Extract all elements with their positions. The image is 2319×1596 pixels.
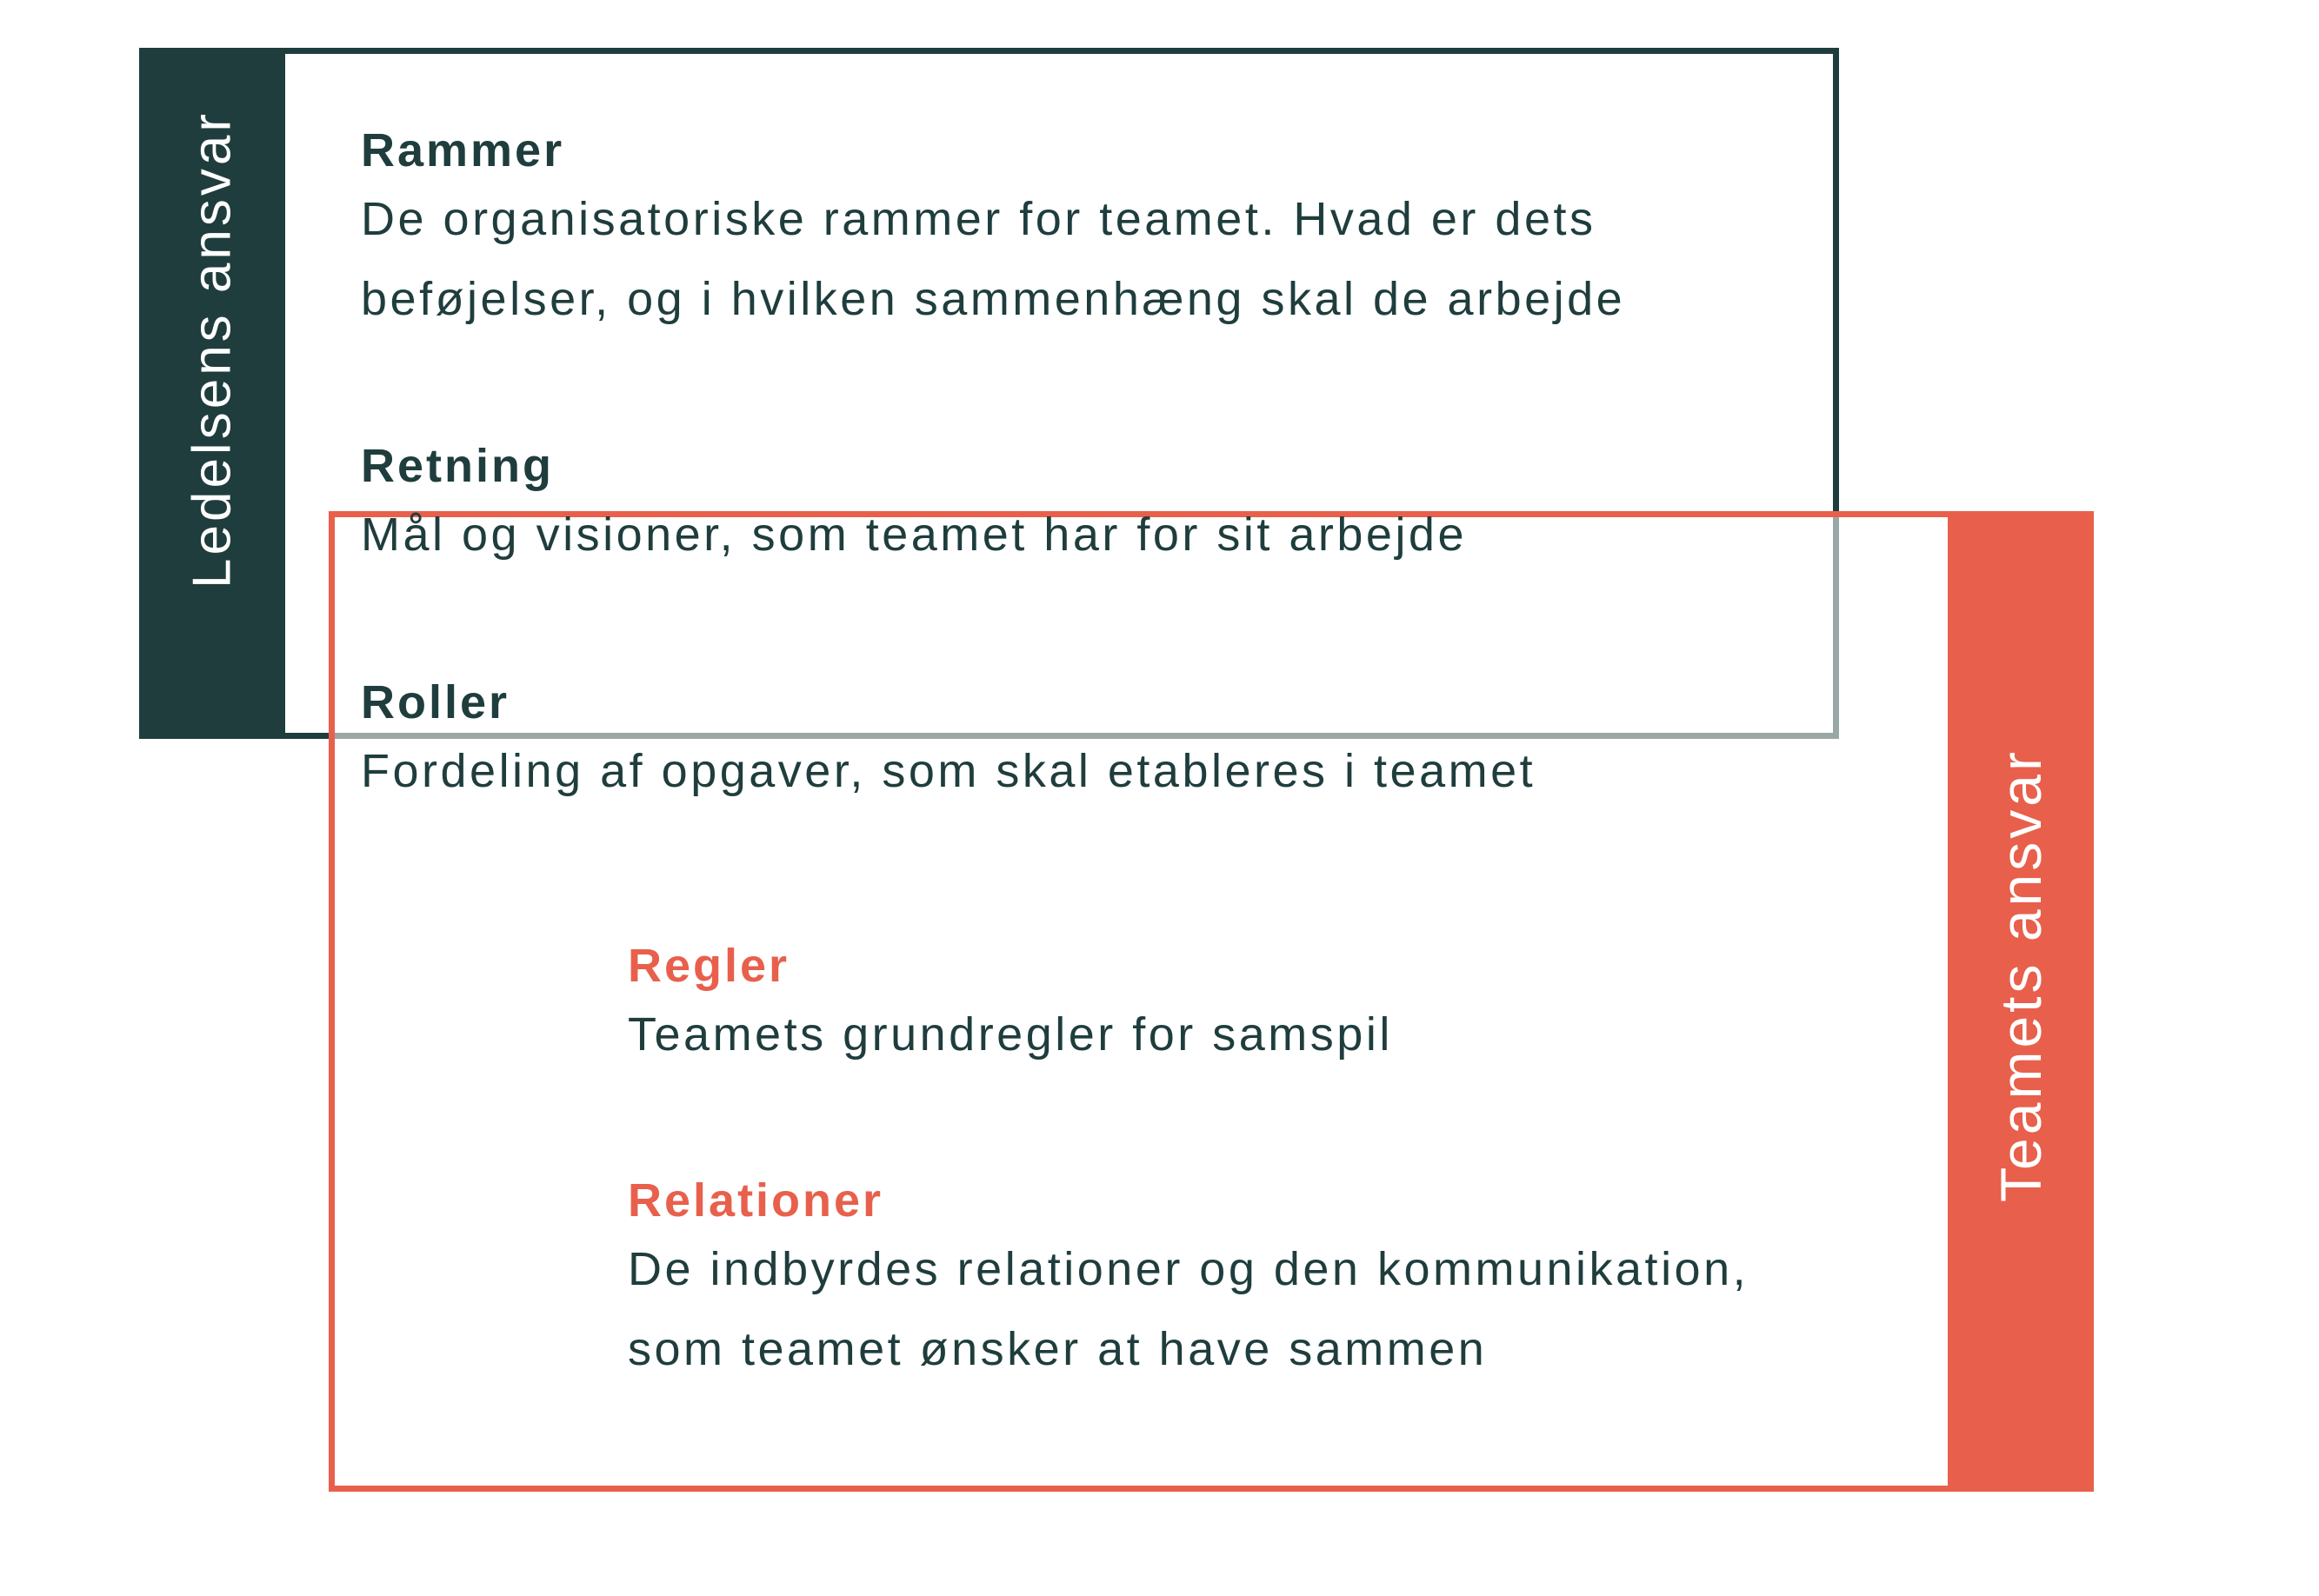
section-heading: Regler	[628, 940, 790, 992]
section-text-line: beføjelser, og i hvilken sammenhæng skal de arbejde	[361, 273, 1626, 325]
team-label: Teamets ansvar	[1989, 748, 2053, 1202]
section-roller	[361, 674, 1536, 811]
section-heading: Retning	[361, 440, 554, 492]
section-retning	[361, 437, 1467, 575]
section-text-line: Fordeling af opgaver, som skal etableres i teamet	[361, 745, 1536, 797]
section-text-line: De organisatoriske rammer for teamet. Hvad er dets	[361, 193, 1596, 245]
section-text-line: Mål og visioner, som teamet har for sit arbejde	[361, 509, 1468, 561]
section-text-line: De indbyrdes relationer og den kommunikation,	[628, 1243, 1749, 1295]
section-rammer	[361, 122, 1625, 339]
section-regler	[628, 937, 1393, 1074]
section-heading: Rammer	[361, 124, 565, 176]
section-relationer	[628, 1172, 1749, 1389]
section-text-line: som teamet ønsker at have sammen	[628, 1323, 1488, 1375]
management-label: Ledelsens ansvar	[182, 110, 243, 589]
section-text-line: Teamets grundregler for samspil	[628, 1008, 1393, 1061]
section-heading: Roller	[361, 676, 510, 728]
section-heading: Relationer	[628, 1174, 884, 1227]
